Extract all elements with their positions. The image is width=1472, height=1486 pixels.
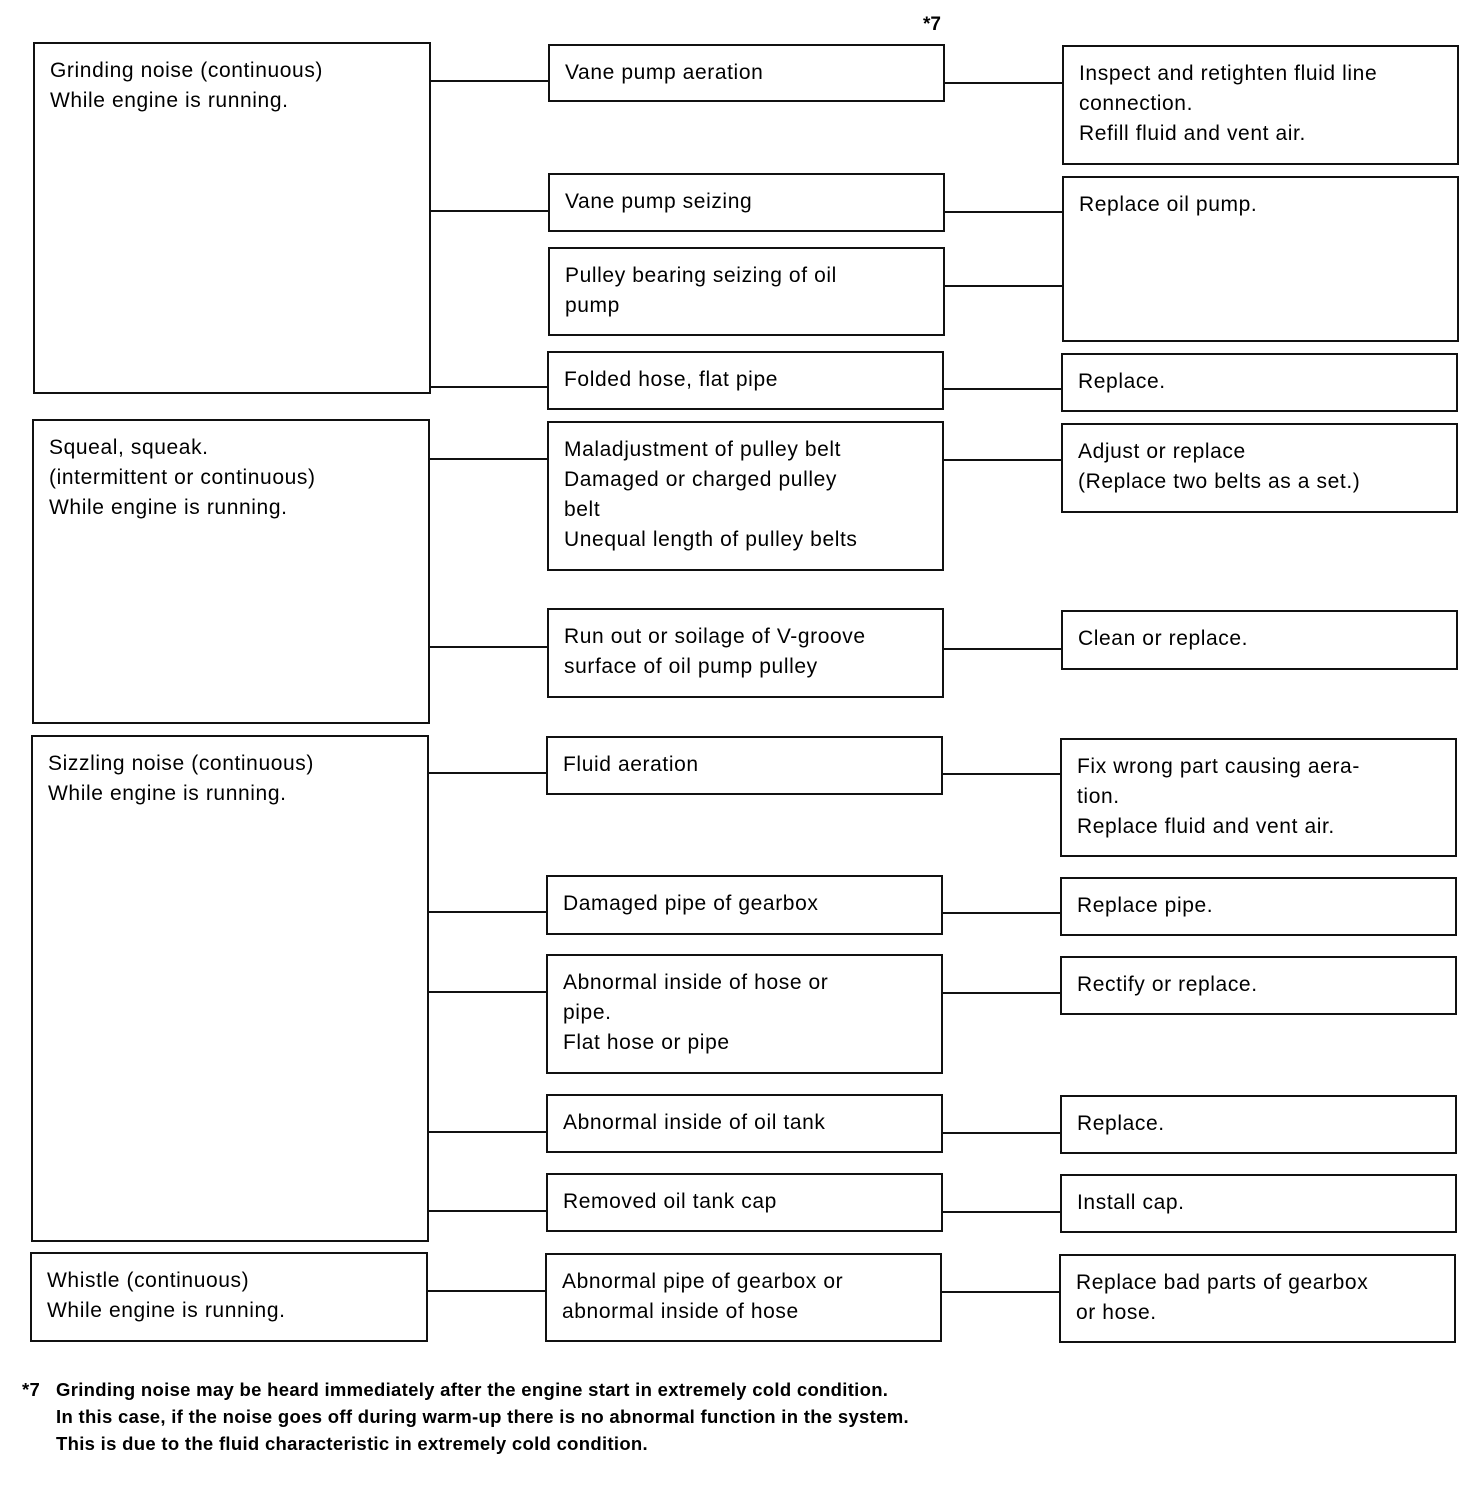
- cause-line: abnormal inside of hose: [562, 1300, 799, 1323]
- remedy-line: tion.: [1077, 785, 1120, 808]
- cause-line: Vane pump aeration: [565, 61, 764, 84]
- remedy-box: [1060, 1174, 1457, 1233]
- remedy-line: Adjust or replace: [1078, 440, 1246, 463]
- remedy-line: Clean or replace.: [1078, 627, 1249, 650]
- cause-line: Run out or soilage of V-groove: [564, 625, 866, 648]
- footnote: [22, 1376, 909, 1457]
- cause-line: surface of oil pump pulley: [564, 655, 818, 678]
- cause-line: Damaged or charged pulley: [564, 468, 837, 491]
- symptom-box: [32, 419, 430, 724]
- cause-line: Damaged pipe of gearbox: [563, 892, 819, 915]
- cause-box: [546, 1094, 943, 1153]
- symptom-line: While engine is running.: [49, 496, 288, 519]
- remedy-line: or hose.: [1076, 1301, 1157, 1324]
- remedy-box: [1061, 353, 1458, 412]
- footnote-line: In this case, if the noise goes off during warm-up there is no abnormal function in the system.: [56, 1406, 909, 1427]
- cause-box: [548, 173, 945, 232]
- remedy-line: Replace.: [1077, 1112, 1165, 1135]
- remedy-box: [1060, 956, 1457, 1015]
- cause-box: [547, 351, 944, 410]
- symptom-box: [33, 42, 431, 394]
- remedy-box: [1060, 877, 1457, 936]
- cause-line: Folded hose, flat pipe: [564, 368, 779, 391]
- remedy-box: [1062, 176, 1459, 342]
- remedy-line: Replace fluid and vent air.: [1077, 815, 1335, 838]
- footnote-reference-mark: *7: [923, 14, 941, 35]
- remedy-line: Replace bad parts of gearbox: [1076, 1271, 1369, 1294]
- cause-line: Removed oil tank cap: [563, 1190, 777, 1213]
- symptom-line: (intermittent or continuous): [49, 466, 316, 489]
- cause-line: Maladjustment of pulley belt: [564, 438, 842, 461]
- remedy-box: [1061, 610, 1458, 670]
- remedy-box: [1060, 738, 1457, 857]
- cause-line: Abnormal pipe of gearbox or: [562, 1270, 844, 1293]
- remedy-line: Replace pipe.: [1077, 894, 1214, 917]
- remedy-box: [1060, 1095, 1457, 1154]
- remedy-line: Inspect and retighten fluid line: [1079, 62, 1378, 85]
- cause-box: [548, 44, 945, 102]
- remedy-box: [1061, 423, 1458, 513]
- symptom-line: While engine is running.: [47, 1299, 286, 1322]
- symptom-line: Squeal, squeak.: [49, 436, 209, 459]
- remedy-line: Replace oil pump.: [1079, 193, 1258, 216]
- cause-line: Vane pump seizing: [565, 190, 753, 213]
- remedy-line: Refill fluid and vent air.: [1079, 122, 1306, 145]
- cause-line: pipe.: [563, 1001, 612, 1024]
- cause-line: Unequal length of pulley belts: [564, 528, 858, 551]
- cause-line: Abnormal inside of hose or: [563, 971, 829, 994]
- cause-box: [546, 736, 943, 795]
- cause-box: [546, 954, 943, 1074]
- footnote-line: This is due to the fluid characteristic in extremely cold condition.: [56, 1433, 648, 1454]
- remedy-line: Install cap.: [1077, 1191, 1185, 1214]
- cause-box: [547, 421, 944, 571]
- cause-line: Flat hose or pipe: [563, 1031, 730, 1054]
- cause-box: [545, 1253, 942, 1342]
- cause-line: Abnormal inside of oil tank: [563, 1111, 826, 1134]
- symptom-line: Grinding noise (continuous): [50, 59, 324, 82]
- cause-box: [546, 1173, 943, 1232]
- symptom-line: While engine is running.: [50, 89, 289, 112]
- symptom-line: While engine is running.: [48, 782, 287, 805]
- remedy-line: connection.: [1079, 92, 1194, 115]
- remedy-line: Fix wrong part causing aera-: [1077, 755, 1360, 778]
- cause-line: belt: [564, 498, 601, 521]
- footnote-line: Grinding noise may be heard immediately after the engine start in extremely cold condition.: [56, 1379, 889, 1400]
- cause-line: Pulley bearing seizing of oil: [565, 264, 837, 287]
- cause-box: [548, 247, 945, 336]
- cause-line: pump: [565, 294, 620, 317]
- remedy-line: Replace.: [1078, 370, 1166, 393]
- footnote-marker: *7: [22, 1379, 41, 1400]
- symptom-box: [30, 1252, 428, 1342]
- remedy-line: (Replace two belts as a set.): [1078, 470, 1361, 493]
- symptom-box: [31, 735, 429, 1242]
- remedy-line: Rectify or replace.: [1077, 973, 1258, 996]
- remedy-box: [1059, 1254, 1456, 1343]
- remedy-box: [1062, 45, 1459, 165]
- symptom-line: Sizzling noise (continuous): [48, 752, 314, 775]
- cause-box: [547, 608, 944, 698]
- symptom-line: Whistle (continuous): [47, 1269, 250, 1292]
- cause-box: [546, 875, 943, 935]
- cause-line: Fluid aeration: [563, 753, 699, 776]
